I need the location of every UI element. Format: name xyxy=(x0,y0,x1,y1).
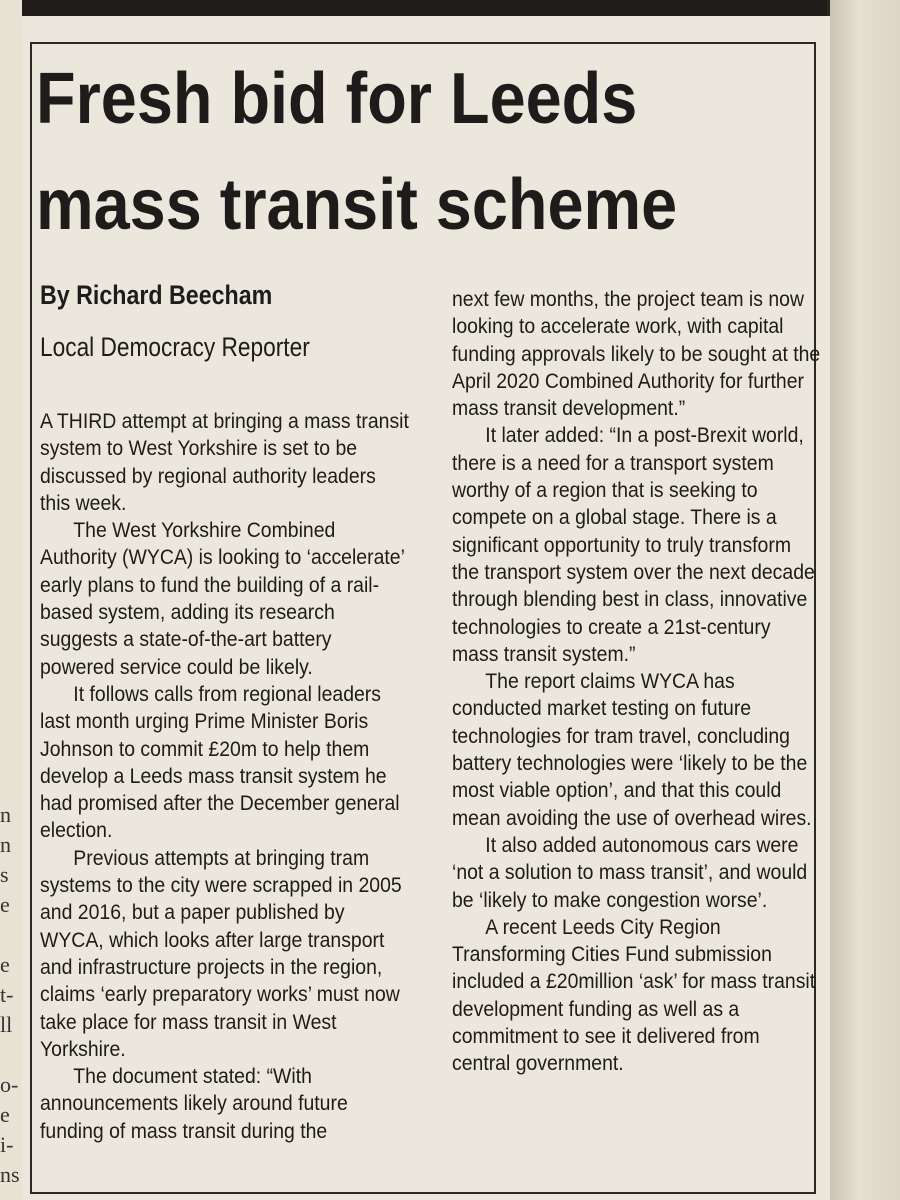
paragraph: It also added autonomous cars were ‘not a solution to mass transit’, and would be ‘likely to make congestion worse’. xyxy=(452,833,808,912)
fragment: ns xyxy=(0,1162,20,1187)
paragraph: The report claims WYCA has conducted market testing on future technologies for tram travel, concluding battery technologies were ‘likely to be the most viable option’, and that this could mean avoiding the use of overhead wires. xyxy=(452,670,812,830)
paragraph: A THIRD attempt at bringing a mass transit system to West Yorkshire is set to be discussed by regional authority leaders this week. xyxy=(40,410,409,515)
fragment: ll xyxy=(0,1012,13,1037)
fragment: n xyxy=(0,832,11,857)
page-top-edge xyxy=(0,0,830,16)
headline-line: Fresh bid for Leeds xyxy=(36,59,638,139)
fragment xyxy=(0,920,22,950)
fragment xyxy=(0,1040,22,1070)
fragment: e xyxy=(0,1102,10,1127)
newspaper-clipping xyxy=(22,16,830,1200)
paragraph: It later added: “In a post-Brexit world, there is a need for a transport system worthy of a region that is seeking to compete on a global stage. There is a significant opportunity to truly transform the transport system over the next decade through blending best in class, innovative technologies to create a 21st-century mass transit system.” xyxy=(452,424,815,666)
article-column-left xyxy=(40,408,410,1145)
adjacent-page-left xyxy=(0,0,22,1200)
fragment: n xyxy=(0,802,11,827)
paragraph: A recent Leeds City Region Transforming Cities Fund submission included a £20million ‘ask’ for mass transit development funding as well as a commitment to see it delivered from central government. xyxy=(452,915,816,1076)
fragment: e xyxy=(0,892,10,917)
paragraph: next few months, the project team is now looking to accelerate work, with capital funding approvals likely to be sought at the April 2020 Combined Authority for further mass transit development.” xyxy=(452,288,821,421)
adjacent-page-fragments xyxy=(0,800,22,1190)
fragment: t- xyxy=(0,982,14,1007)
headline-line: mass transit scheme xyxy=(36,165,678,245)
article-column-right xyxy=(452,286,822,1078)
fragment: o- xyxy=(0,1072,19,1097)
paragraph: The West Yorkshire Combined Authority (WYCA) is looking to ‘accelerate’ early plans to fund the building of a rail-based system, adding its research suggests a state-of-the-art battery powered service could be likely. xyxy=(40,519,405,679)
byline-name: By Richard Beecham xyxy=(40,280,273,310)
fragment: s xyxy=(0,862,9,887)
byline-role: Local Democracy Reporter xyxy=(40,332,310,362)
headline xyxy=(36,46,720,258)
fragment: e xyxy=(0,952,10,977)
fragment: i- xyxy=(0,1132,14,1157)
paragraph: Previous attempts at bringing tram systems to the city were scrapped in 2005 and 2016, but a paper published by WYCA, which looks after large transport and infrastructure projects in the region, claims ‘early preparatory works’ must now take place for mass transit in West Yorkshire. xyxy=(40,846,402,1061)
adjacent-page-right xyxy=(827,0,900,1200)
paragraph: The document stated: “With announcements likely around future funding of mass transit during the xyxy=(40,1065,348,1143)
paragraph: It follows calls from regional leaders last month urging Prime Minister Boris Johnson to commit £20m to help them develop a Leeds mass transit system he had promised after the December general election. xyxy=(40,682,400,843)
